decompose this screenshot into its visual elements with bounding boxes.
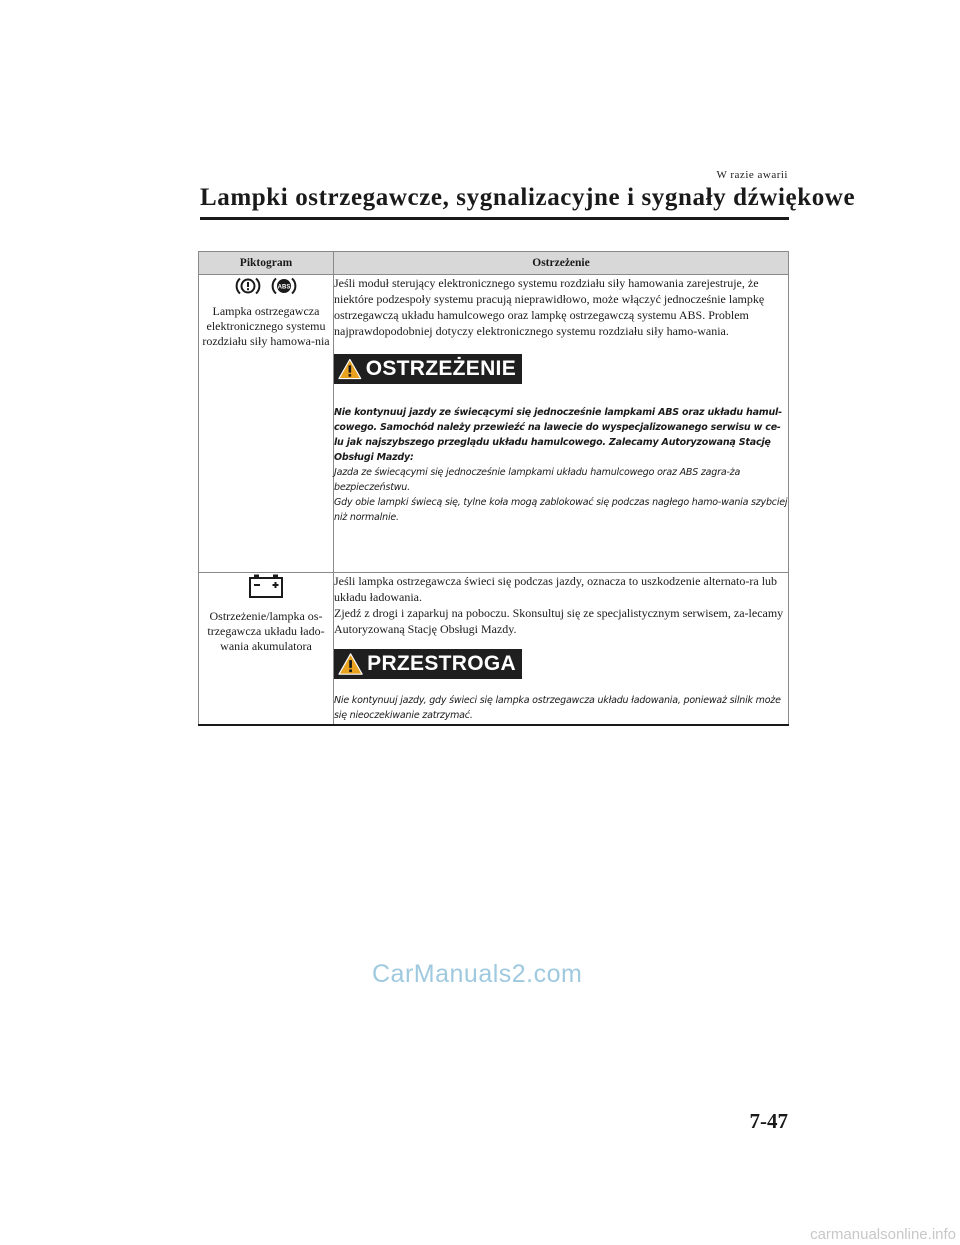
- column-header-pictogram: Piktogram: [199, 252, 334, 275]
- abs-warning-icon: [271, 275, 297, 301]
- warning-description-cell: [334, 275, 789, 573]
- warning-table: [198, 251, 789, 726]
- caution-text-line: Nie kontynuuj jazdy, gdy świeci się lampka ostrzegawcza układu ładowania, ponieważ silnik może się nieoczekiwanie zatrzymać.: [334, 695, 781, 721]
- warning-bold-text: Nie kontynuuj jazdy ze świecącymi się jednocześnie lampkami ABS oraz układu hamul-cowego. Samochód należy przewieźć na lawecie do wyspecjalizowanego serwisu w ce-lu jak najszybszego przeglądu układu hamulcowego. Zalecamy Autoryzowaną Stację Obsługi Mazdy:: [334, 407, 782, 463]
- table-header-row: [199, 252, 789, 275]
- section-label: W razie awarii: [716, 169, 788, 181]
- warning-badge-label: OSTRZEŻENIE: [365, 357, 516, 380]
- watermark: CarManuals2.com: [372, 960, 583, 988]
- warning-text: [334, 405, 788, 525]
- abs-icon-text: ABS: [277, 284, 291, 291]
- page-number: 7-47: [749, 1109, 788, 1133]
- table-row: [199, 275, 789, 573]
- caution-text: [334, 693, 788, 723]
- warning-triangle-icon: [338, 652, 363, 676]
- warning-description-cell: [334, 573, 789, 725]
- table-row: [199, 573, 789, 725]
- pictogram-cell: [199, 573, 334, 725]
- description-text: Jeśli moduł sterujący elektronicznego systemu rozdziału siły hamowania zarejestruje, że niektóre podzespoły systemu pracują nieprawidłowo, może włączyć jednocześnie lampkę ostrzegawczą układu hamulcowego oraz lampkę ostrzegawczą systemu ABS. Problem najprawdopodobniej dotyczy elektronicznego systemu rozdziału siły hamo-wania.: [334, 276, 765, 338]
- pictogram-label: Lampka ostrzegawcza elektronicznego systemu rozdziału siły hamowa-nia: [202, 304, 330, 348]
- pictogram-label: Ostrzeżenie/lampka os-trzegawcza układu łado-wania akumulatora: [207, 609, 325, 653]
- warning-text-line: Jazda ze świecącymi się jednocześnie lampkami układu hamulcowego oraz ABS zagra-ża bezpieczeństwu.: [334, 467, 741, 493]
- caution-badge: [334, 649, 522, 679]
- caution-badge-label: PRZESTROGA: [367, 652, 516, 675]
- warning-triangle-icon: [338, 357, 362, 381]
- warning-text-line: Gdy obie lampki świecą się, tylne koła mogą zablokować się podczas nagłego hamo-wania szybciej niż normalnie.: [334, 497, 788, 523]
- footer-site: carmanualsonline.info: [810, 1226, 956, 1243]
- warning-badge: [334, 354, 522, 384]
- description-text: Jeśli lampka ostrzegawcza świeci się podczas jazdy, oznacza to uszkodzenie alternato-ra lub układu ładowania.: [334, 574, 778, 604]
- pictogram-cell: [199, 275, 334, 573]
- battery-icon: [248, 573, 284, 603]
- brake-warning-icon: [235, 275, 261, 301]
- description-text: Zjedź z drogi i zaparkuj na poboczu. Skonsultuj się ze specjalistycznym serwisem, za-lecamy Autoryzowaną Stację Obsługi Mazdy.: [334, 606, 784, 636]
- title-rule: [200, 217, 789, 220]
- column-header-warning: Ostrzeżenie: [334, 252, 789, 275]
- page-title: Lampki ostrzegawcze, sygnalizacyjne i sygnały dźwiękowe: [200, 184, 856, 211]
